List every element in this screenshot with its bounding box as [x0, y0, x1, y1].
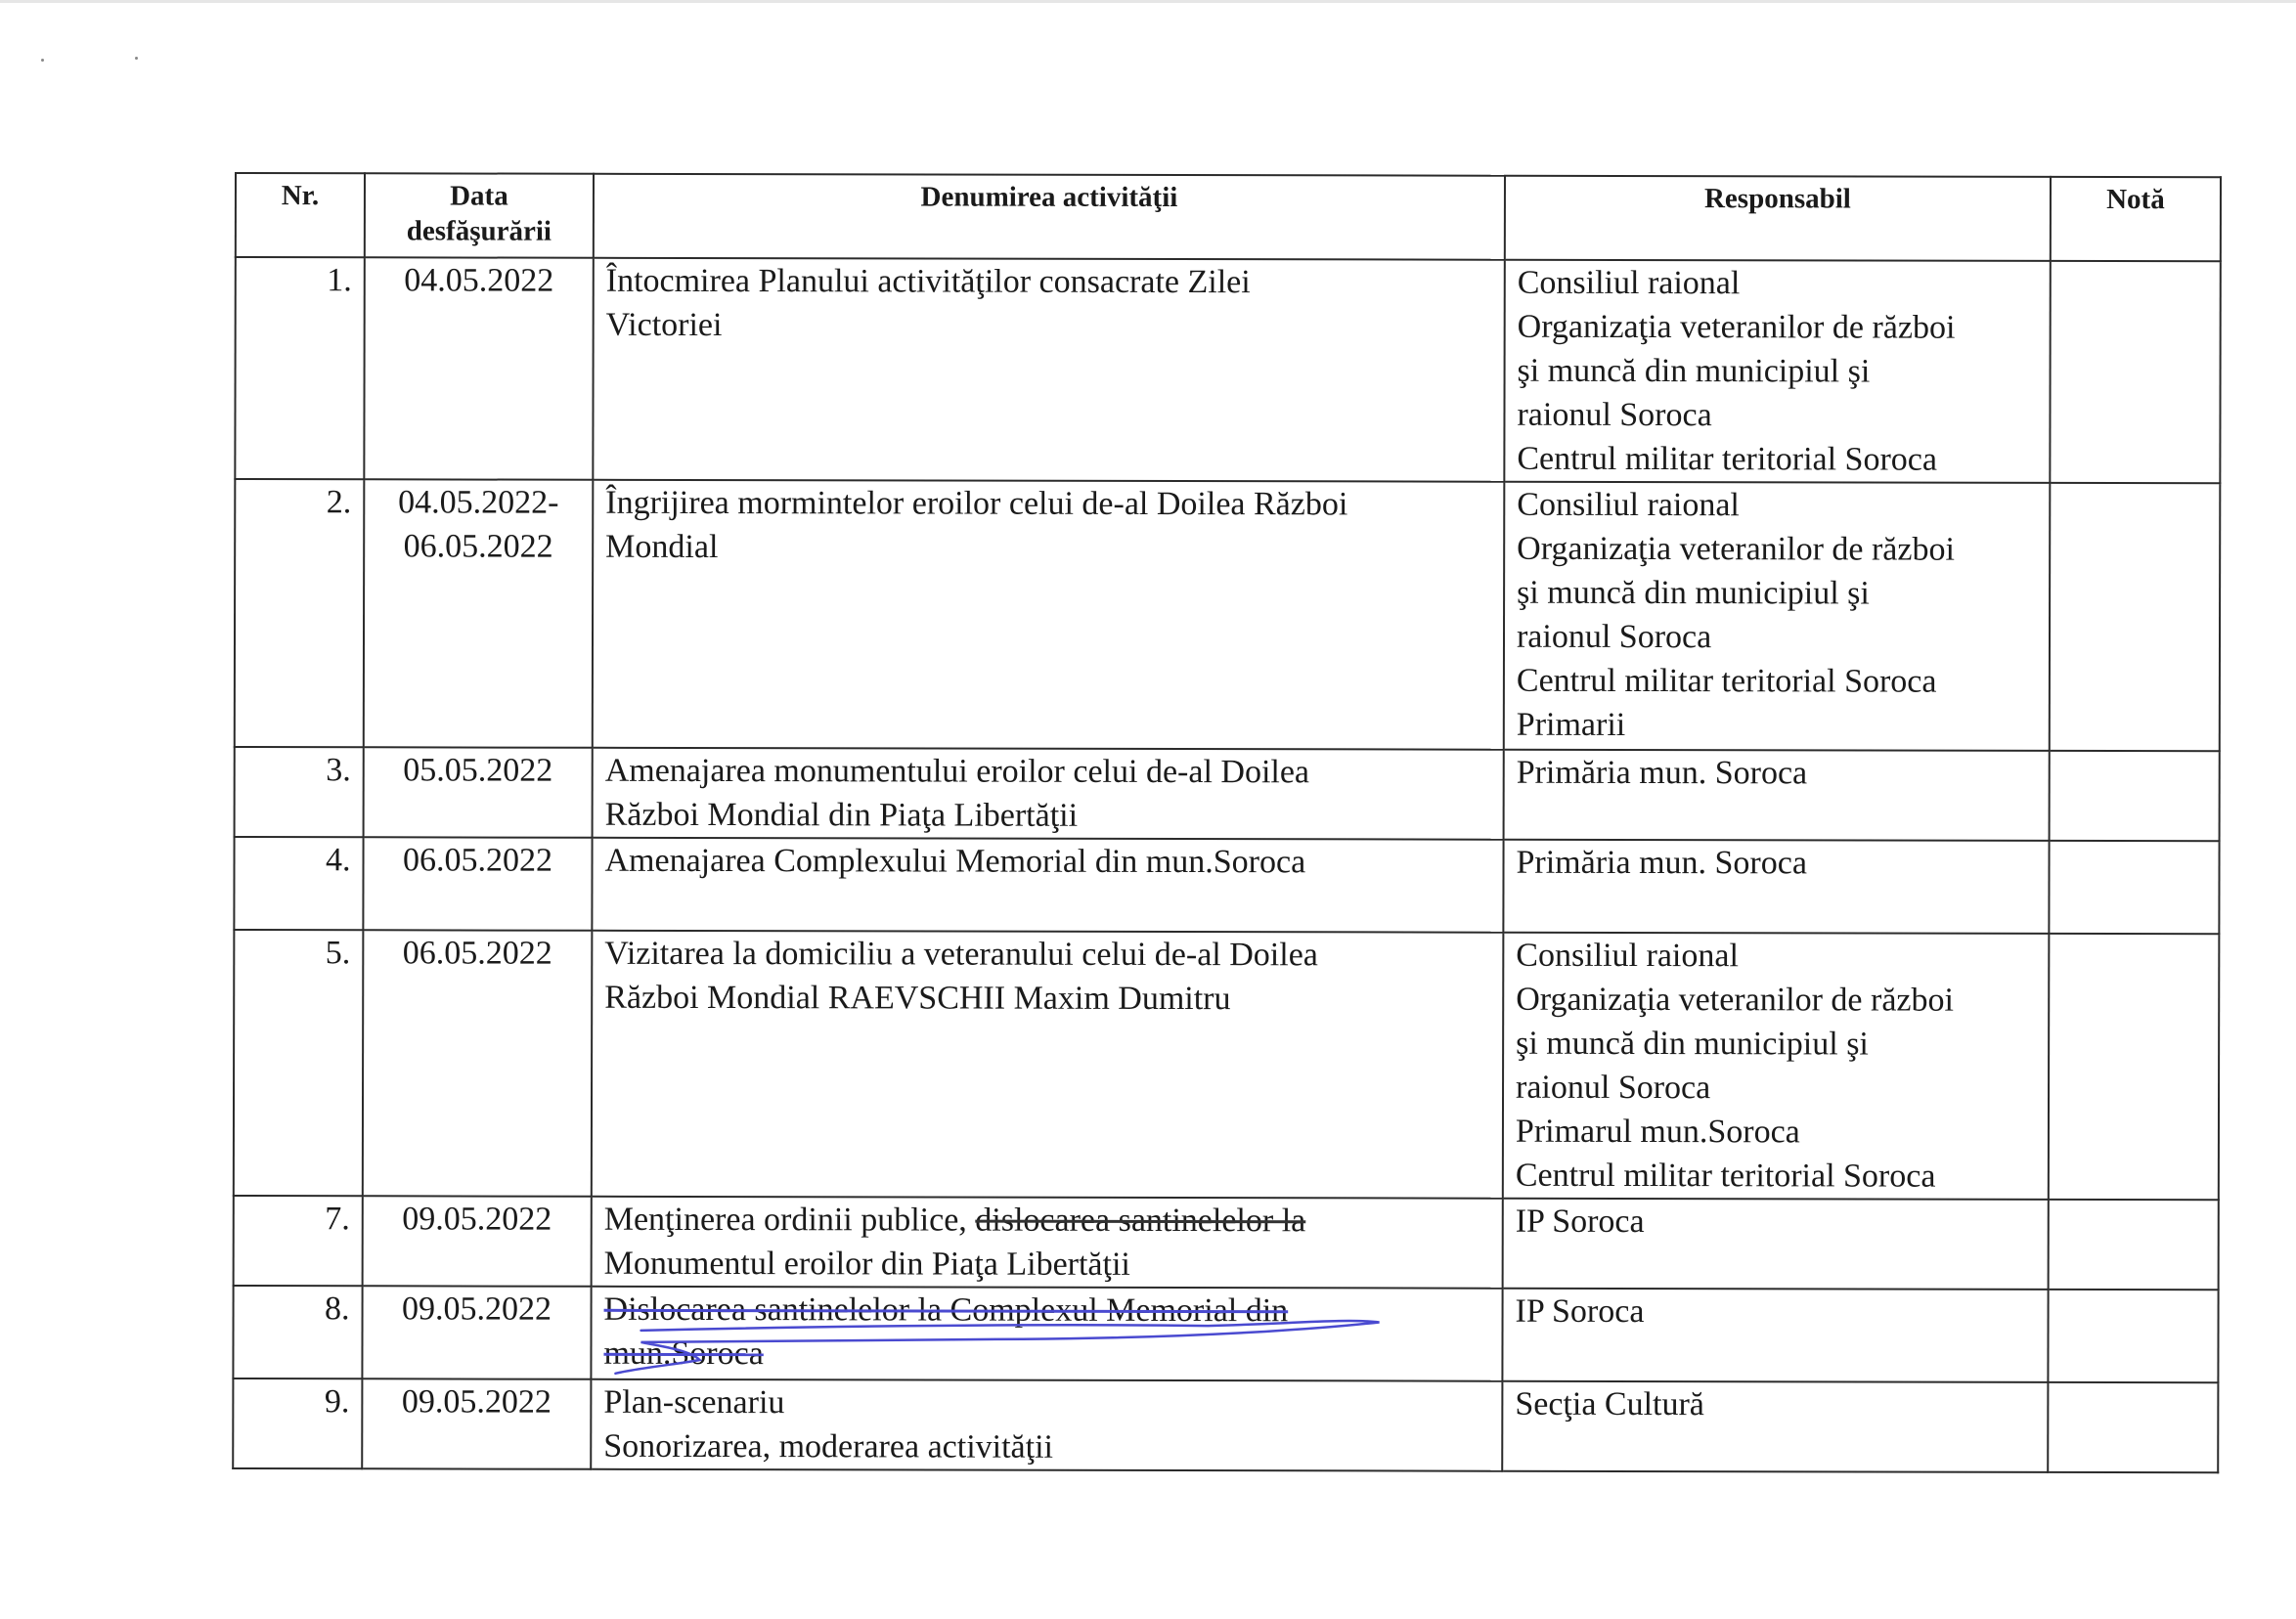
row-responsible — [1504, 750, 2050, 841]
responsible-line: Consiliul raional — [1517, 486, 1740, 524]
row-nr: 2. — [235, 479, 365, 747]
row-date — [364, 257, 593, 479]
row-nr: 8. — [233, 1286, 362, 1378]
activity-line: Amenajarea monumentului eroilor celui de-al Doilea — [604, 752, 1310, 791]
activity-line — [604, 1198, 1490, 1244]
responsible-line: Primăria mun. Soroca — [1516, 754, 1808, 792]
date-line: 09.05.2022 — [402, 1291, 552, 1328]
activity-line-struck: Dislocarea santinelelor la Complexul Memorial din — [603, 1291, 1289, 1330]
row-nr: 1. — [235, 257, 364, 479]
row-activity — [593, 258, 1504, 482]
date-line: 09.05.2022 — [402, 1201, 552, 1238]
row-note — [2050, 751, 2220, 841]
row-date — [363, 930, 593, 1196]
row-date — [363, 837, 592, 930]
table-row — [235, 479, 2221, 751]
responsible-line: Primăria mun. Soroca — [1516, 844, 1807, 882]
table-row — [235, 257, 2220, 483]
activity-line: Îngrijirea mormintelor eroilor celui de-al Doilea Război — [605, 484, 1348, 523]
row-date — [362, 1286, 591, 1378]
row-responsible — [1502, 1289, 2048, 1382]
activity-line: Întocmirea Planului activităţilor consacrate Zilei — [605, 262, 1251, 301]
header-activity: Denumirea activităţii — [594, 174, 1505, 260]
date-line: 06.05.2022 — [402, 842, 553, 879]
activity-line: Sonorizarea, moderarea activităţii — [603, 1427, 1054, 1466]
row-note — [2049, 934, 2220, 1200]
row-activity — [592, 931, 1504, 1199]
activity-line: Plan-scenariu — [603, 1383, 785, 1422]
responsible-line: IP Soroca — [1515, 1292, 1645, 1331]
responsible-line: IP Soroca — [1515, 1203, 1645, 1241]
struck-text: dislocarea santinelelor la — [975, 1202, 1306, 1240]
header-date-line2: desfăşurării — [406, 215, 552, 247]
activities-table — [232, 172, 2222, 1473]
responsible-line: Secţia Cultură — [1515, 1385, 1704, 1423]
row-date — [363, 1196, 592, 1286]
responsible-line: raionul Soroca — [1517, 396, 1712, 434]
activity-line: Război Mondial RAEVSCHII Maxim Dumitru — [604, 979, 1231, 1018]
header-row — [236, 173, 2221, 261]
responsible-line: şi muncă din municipiul şi — [1517, 352, 1871, 390]
table-row — [234, 837, 2219, 934]
row-activity — [592, 838, 1503, 933]
activity-line: Vizitarea la domiciliu a veteranului celui de-al Doilea — [604, 935, 1318, 974]
activity-line: Amenajarea Complexului Memorial din mun.Soroca — [604, 842, 1306, 881]
activity-line: Război Mondial din Piaţa Libertăţii — [604, 796, 1079, 834]
table-row — [234, 1196, 2219, 1290]
responsible-line: Primarii — [1516, 706, 1626, 743]
responsible-line: Organizaţia veteranilor de război — [1517, 308, 1956, 346]
row-note — [2048, 1290, 2218, 1382]
row-date — [364, 747, 593, 837]
header-note: Notă — [2051, 177, 2221, 261]
date-line: 06.05.2022 — [403, 528, 553, 565]
date-line: 05.05.2022 — [403, 752, 553, 789]
activity-line: Victoriei — [605, 306, 723, 344]
responsible-line: Centrul militar teritorial Soroca — [1517, 440, 1938, 478]
row-note — [2050, 483, 2221, 751]
responsible-line: Centrul militar teritorial Soroca — [1515, 1157, 1936, 1195]
date-line: 04.05.2022- — [398, 484, 559, 521]
row-responsible — [1503, 933, 2050, 1200]
row-activity — [591, 1287, 1502, 1381]
row-date — [364, 479, 594, 747]
responsible-line: şi muncă din municipiul şi — [1517, 574, 1870, 612]
scan-speck — [41, 59, 44, 62]
row-note — [2049, 841, 2219, 934]
row-activity — [591, 1379, 1502, 1471]
row-note — [2048, 1382, 2218, 1472]
responsible-line: Consiliul raional — [1517, 264, 1741, 302]
header-date-line1: Data — [450, 180, 508, 212]
scan-speck — [135, 57, 138, 60]
row-activity — [593, 480, 1505, 750]
row-note — [2049, 1200, 2219, 1290]
row-nr: 4. — [234, 837, 363, 930]
table-row — [233, 1286, 2218, 1382]
responsible-line: raionul Soroca — [1516, 1069, 1711, 1107]
row-nr: 3. — [235, 747, 364, 837]
responsible-line: şi muncă din municipiul şi — [1516, 1025, 1869, 1063]
row-nr: 9. — [233, 1378, 362, 1468]
date-line: 09.05.2022 — [401, 1383, 552, 1421]
activity-line — [603, 1332, 1489, 1378]
header-date — [365, 173, 594, 257]
activity-line: Monumentul eroilor din Piaţa Libertăţii — [603, 1245, 1130, 1283]
responsible-line: Organizaţia veteranilor de război — [1516, 981, 1955, 1019]
header-nr: Nr. — [236, 173, 365, 257]
row-note — [2050, 261, 2220, 483]
date-line: 04.05.2022 — [404, 262, 554, 299]
row-responsible — [1504, 260, 2050, 483]
row-activity — [593, 748, 1504, 840]
responsible-line: raionul Soroca — [1516, 618, 1712, 656]
scan-edge — [0, 0, 2296, 3]
header-responsible: Responsabil — [1505, 176, 2051, 261]
row-nr: 5. — [234, 930, 364, 1196]
table-row — [234, 930, 2220, 1200]
activity-line: Mondial — [605, 528, 719, 566]
row-nr: 7. — [234, 1196, 363, 1286]
row-activity — [592, 1197, 1503, 1289]
table-row — [235, 747, 2220, 841]
row-date — [362, 1378, 591, 1468]
responsible-line: Primarul mun.Soroca — [1515, 1113, 1800, 1151]
activity-text: Menţinerea ordinii publice, — [603, 1201, 976, 1239]
responsible-line: Organizaţia veteranilor de război — [1517, 530, 1955, 568]
responsible-line: Centrul militar teritorial Soroca — [1516, 662, 1937, 700]
activity-line-struck: mun.Soroca — [603, 1335, 764, 1373]
row-responsible — [1503, 1199, 2049, 1290]
table-row — [233, 1378, 2218, 1472]
date-line: 06.05.2022 — [402, 935, 552, 972]
responsible-line: Consiliul raional — [1516, 937, 1739, 975]
row-responsible — [1504, 482, 2051, 751]
row-responsible — [1503, 840, 2049, 934]
row-responsible — [1502, 1381, 2048, 1472]
